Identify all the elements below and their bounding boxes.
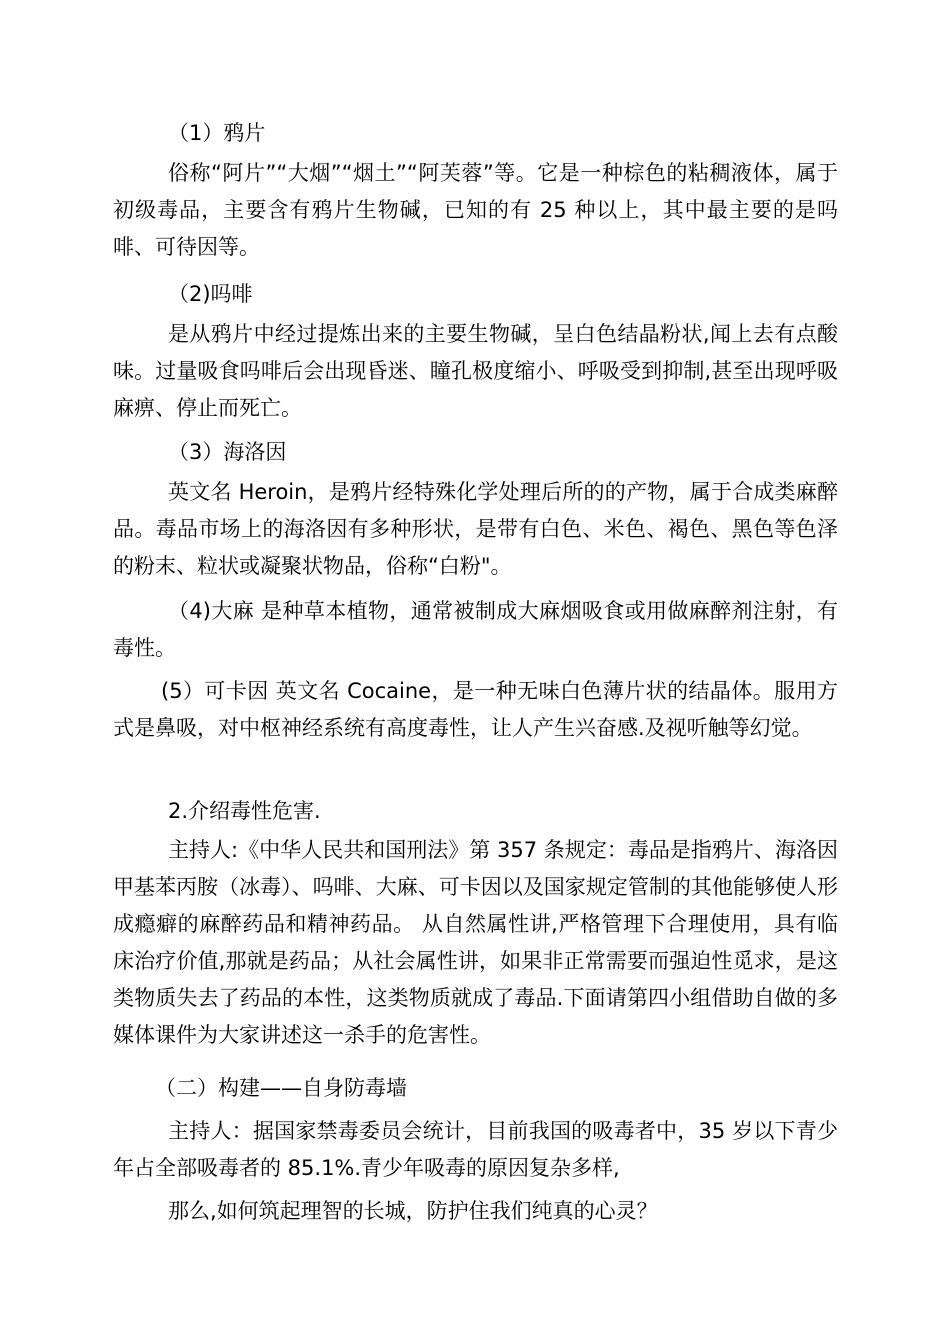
paragraph-cocaine: (5）可卡因 英文名 Cocaine，是一种无味白色薄片状的结晶体。服用方式是鼻吸，对中枢神经系统有高度毒性，让人产生兴奋感.及视听触等幻觉。 bbox=[113, 679, 838, 740]
section-heading-heroin: （3）海洛因 bbox=[168, 440, 287, 464]
paragraph-harm: 主持人:《中华人民共和国刑法》第 357 条规定：毒品是指鸦片、海洛因甲基苯丙胺（冰毒）、吗啡、大麻、可卡因以及国家规定管制的其他能够使人形成瘾癖的麻醉药品和精神药品。 从自然属性讲,严格管理下合理使用，具有临床治疗价值,那就是药品；从社会属性讲，如果非正常需要而强迫性觅求，是这类物质失去了药品的本性，这类物质就成了毒品.下面请第四小组借助自做的多媒体课件为大家讲述这一杀手的危害性。 bbox=[113, 838, 838, 1047]
section-heading-morphine: （2)吗啡 bbox=[168, 282, 253, 306]
section-heading-harm: 2.介绍毒性危害. bbox=[168, 799, 321, 823]
paragraph-opium: 俗称“阿片”“大烟”“烟土”“阿芙蓉”等。它是一种棕色的粘稠液体，属于初级毒品，主要含有鸦片生物碱，已知的有 25 种以上，其中最主要的是吗啡、可待因等。 bbox=[113, 161, 838, 259]
paragraph-stats: 主持人：据国家禁毒委员会统计，目前我国的吸毒者中，35 岁以下青少年占全部吸毒者的 85.1%.青少年吸毒的原因复杂多样, bbox=[113, 1119, 838, 1180]
paragraph-heroin: 英文名 Heroin，是鸦片经特殊化学处理后所的的产物，属于合成类麻醉品。毒品市场上的海洛因有多种形状，是带有白色、米色、褐色、黑色等色泽的粉末、粒状或凝聚状物品，俗称“白粉"。 bbox=[113, 480, 838, 578]
paragraph-morphine: 是从鸦片中经过提炼出来的主要生物碱，呈白色结晶粉状,闻上去有点酸味。过量吸食吗啡后会出现昏迷、瞳孔极度缩小、呼吸受到抑制,甚至出现呼吸麻痹、停止而死亡。 bbox=[113, 322, 838, 420]
section-heading-opium: （1）鸦片 bbox=[168, 121, 266, 145]
paragraph-closing: 那么,如何筑起理智的长城，防护住我们纯真的心灵？ bbox=[168, 1199, 658, 1223]
paragraph-cannabis: （4)大麻 是种草本植物，通常被制成大麻烟吸食或用做麻醉剂注射，有毒性。 bbox=[113, 599, 838, 660]
section-heading-build: （二）构建——自身防毒墙 bbox=[155, 1076, 407, 1100]
